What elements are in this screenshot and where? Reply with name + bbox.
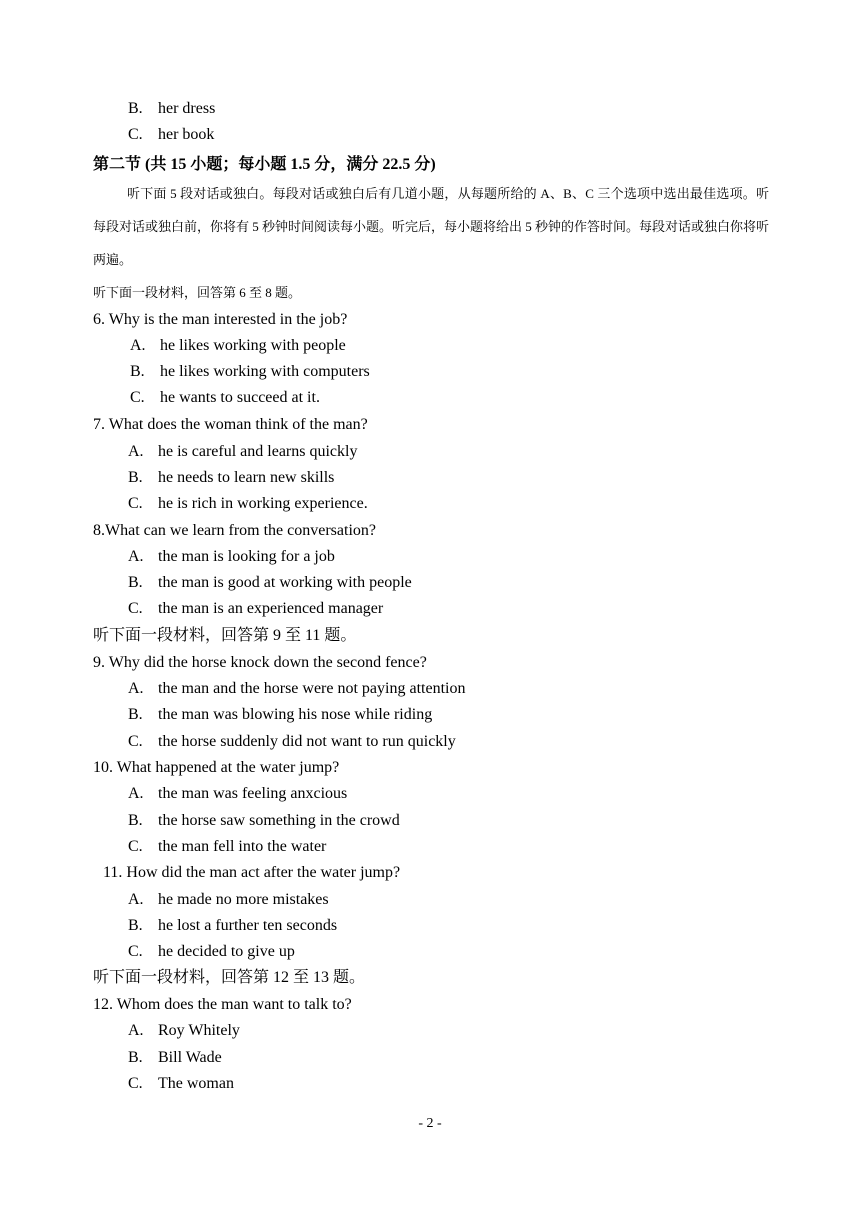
option-b: B. the man is good at working with people xyxy=(128,574,412,591)
option-b: B. Bill Wade xyxy=(128,1049,222,1066)
option-c: C. The woman xyxy=(128,1075,234,1092)
instructions: 听下面 5 段对话或独白。每段对话或独白后有几道小题，从每题所给的 A、B、C 三个选项中选出最佳选项。听每段对话或独白前，你将有 5 秒钟时间阅读每小题。听完后，每小题将给出 5 秒钟的作答时间。每段对话或独白你将听两遍。 xyxy=(93,186,770,267)
option-a: A. the man was feeling anxcious xyxy=(128,785,348,802)
option-c: C. the horse suddenly did not want to run quickly xyxy=(128,733,456,750)
option-b: B. her dress xyxy=(128,100,216,117)
question-11: 11. How did the man act after the water jump? xyxy=(103,864,401,881)
option-a: A. the man and the horse were not paying attention xyxy=(128,680,466,697)
option-c: C. he is rich in working experience. xyxy=(128,495,368,512)
option-c: C. he decided to give up xyxy=(128,943,295,960)
option-c: C. her book xyxy=(128,126,215,143)
option-c: C. he wants to succeed at it. xyxy=(130,389,320,406)
question-6: 6. Why is the man interested in the job? xyxy=(93,311,348,328)
material-heading: 听下面一段材料，回答第 9 至 11 题。 xyxy=(93,627,357,644)
option-b: B. he likes working with computers xyxy=(130,363,370,380)
section-heading: 第二节 (共 15 小题；每小题 1.5 分，满分 22.5 分) xyxy=(93,156,436,173)
question-12: 12. Whom does the man want to talk to? xyxy=(93,996,352,1013)
option-b: B. he lost a further ten seconds xyxy=(128,917,338,934)
question-9: 9. Why did the horse knock down the second fence? xyxy=(93,654,427,671)
option-b: B. the horse saw something in the crowd xyxy=(128,812,400,829)
option-a: A. he is careful and learns quickly xyxy=(128,443,358,460)
question-10: 10. What happened at the water jump? xyxy=(93,759,340,776)
question-7: 7. What does the woman think of the man? xyxy=(93,416,368,433)
material-heading: 听下面一段材料，回答第 12 至 13 题。 xyxy=(93,969,366,986)
question-8: 8.What can we learn from the conversation? xyxy=(93,522,376,539)
option-b: B. he needs to learn new skills xyxy=(128,469,335,486)
option-a: A. Roy Whitely xyxy=(128,1022,240,1039)
option-a: A. the man is looking for a job xyxy=(128,548,335,565)
option-a: A. he likes working with people xyxy=(130,337,346,354)
material-heading: 听下面一段材料，回答第 6 至 8 题。 xyxy=(93,285,302,300)
page-number: - 2 - xyxy=(418,1116,442,1131)
option-c: C. the man fell into the water xyxy=(128,838,327,855)
option-a: A. he made no more mistakes xyxy=(128,891,329,908)
option-c: C. the man is an experienced manager xyxy=(128,600,384,617)
option-b: B. the man was blowing his nose while riding xyxy=(128,706,433,723)
